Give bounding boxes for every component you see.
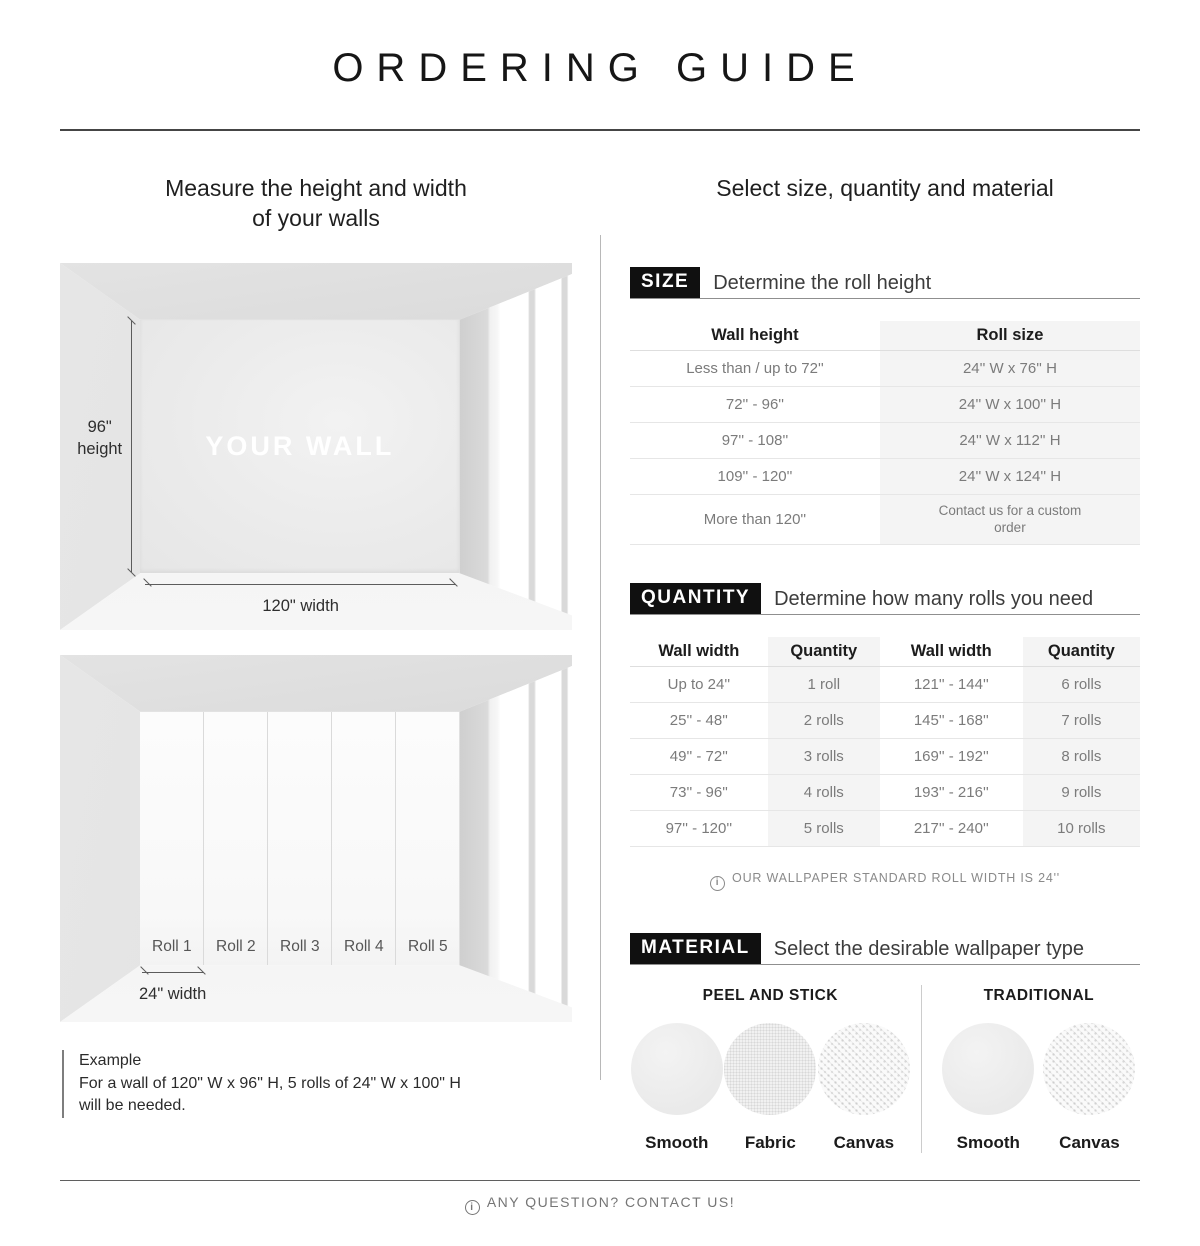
quantity-cell: 10 rolls xyxy=(1023,811,1140,846)
height-value: 96" xyxy=(87,418,112,437)
material-section-title: Select the desirable wallpaper type xyxy=(773,937,1084,960)
wall-width-cell: Up to 24'' xyxy=(667,676,731,693)
swatch-smooth xyxy=(942,1023,1034,1153)
example-block xyxy=(62,1050,572,1118)
quantity-table-row xyxy=(630,739,1140,775)
example-line1: For a wall of 120" W x 96" H, 5 rolls of 24" W x 100" H xyxy=(79,1074,461,1092)
col-header-wall-width-1: Wall width xyxy=(658,642,740,660)
roll-panel-label: Roll 4 xyxy=(344,938,384,956)
col-header-roll-size: Roll size xyxy=(880,321,1140,350)
roll-panel xyxy=(268,712,332,965)
roll-width-dimension-label: 24" width xyxy=(138,984,207,1003)
width-dimension-line xyxy=(145,584,456,585)
col-header-wall-height: Wall height xyxy=(711,326,799,344)
wall-width-cell: 73'' - 96'' xyxy=(669,784,728,801)
wall-width-cell: 49'' - 72'' xyxy=(669,748,728,765)
size-table-row xyxy=(630,459,1140,495)
material-group-peel-and-stick xyxy=(630,983,921,1153)
col-header-wall-width-2: Wall width xyxy=(910,642,992,660)
peel-and-stick-swatches xyxy=(630,1023,911,1153)
traditional-title: TRADITIONAL xyxy=(983,986,1095,1004)
quantity-table-row xyxy=(630,703,1140,739)
wall-height-cell: 97'' - 108'' xyxy=(721,432,789,449)
swatch-fabric xyxy=(724,1023,816,1153)
height-dimension-label xyxy=(68,417,132,460)
material-groups xyxy=(630,983,1140,1153)
wall-width-cell: 121'' - 144'' xyxy=(913,676,989,693)
roll-panel-label: Roll 1 xyxy=(152,938,192,956)
swatch-canvas xyxy=(818,1023,910,1153)
size-table xyxy=(630,321,1140,545)
contact-note xyxy=(0,1194,1200,1216)
quantity-cell: 1 roll xyxy=(768,667,880,702)
roll-size-cell xyxy=(880,495,1140,544)
quantity-section-title: Determine how many rolls you need xyxy=(774,588,1094,610)
smooth-texture-swatch xyxy=(942,1023,1034,1115)
height-word: height xyxy=(77,439,123,458)
size-table-row xyxy=(630,423,1140,459)
roll-size-cell: 24'' W x 112'' H xyxy=(880,423,1140,458)
measure-heading xyxy=(60,173,572,233)
wall-height-cell: More than 120'' xyxy=(703,511,807,528)
roll-panels xyxy=(140,712,459,965)
quantity-cell: 3 rolls xyxy=(768,739,880,774)
wall-width-cell: 169'' - 192'' xyxy=(913,748,989,765)
peel-and-stick-title: PEEL AND STICK xyxy=(702,986,838,1004)
wall-width-cell: 217'' - 240'' xyxy=(913,820,989,837)
quantity-cell: 8 rolls xyxy=(1023,739,1140,774)
swatch-label: Fabric xyxy=(744,1132,796,1152)
width-dimension-label: 120" width xyxy=(262,597,339,616)
room-illustration-your-wall xyxy=(60,263,572,630)
material-section-header xyxy=(630,933,1140,965)
swatch-canvas xyxy=(1043,1023,1135,1153)
roll-panel-label: Roll 5 xyxy=(408,938,448,956)
wall-height-cell: 109'' - 120'' xyxy=(717,468,793,485)
quantity-cell: 5 rolls xyxy=(768,811,880,846)
roll-size-cell: 24'' W x 100'' H xyxy=(880,387,1140,422)
size-section-title: Determine the roll height xyxy=(713,272,932,294)
material-badge: MATERIAL xyxy=(630,933,761,964)
swatch-label: Smooth xyxy=(956,1132,1020,1152)
select-heading: Select size, quantity and material xyxy=(716,175,1054,201)
roll-panel xyxy=(396,712,459,965)
info-icon xyxy=(465,1200,480,1215)
custom-order-text: Contact us for a custom order xyxy=(938,502,1082,535)
swatch-label: Canvas xyxy=(833,1132,895,1152)
measure-column xyxy=(60,131,572,1153)
page-title: ORDERING GUIDE xyxy=(332,46,868,90)
footer-divider xyxy=(60,1180,1140,1181)
roll-panel-label: Roll 2 xyxy=(216,938,256,956)
quantity-cell: 9 rolls xyxy=(1023,775,1140,810)
size-table-row xyxy=(630,351,1140,387)
size-table-row xyxy=(630,387,1140,423)
quantity-cell: 2 rolls xyxy=(768,703,880,738)
column-divider xyxy=(600,235,601,1080)
size-badge: SIZE xyxy=(630,267,700,298)
info-icon xyxy=(710,876,725,891)
size-section-header xyxy=(630,267,1140,299)
roll-panel-label: Roll 3 xyxy=(280,938,320,956)
swatch-smooth xyxy=(631,1023,723,1153)
example-line2: will be needed. xyxy=(79,1097,186,1115)
example-title: Example xyxy=(79,1052,142,1069)
wall-width-cell: 97'' - 120'' xyxy=(665,820,733,837)
quantity-cell: 6 rolls xyxy=(1023,667,1140,702)
wall-height-cell: 72'' - 96'' xyxy=(725,396,785,413)
roll-width-note-text: OUR WALLPAPER STANDARD ROLL WIDTH IS 24'' xyxy=(732,871,1060,885)
fabric-texture-swatch xyxy=(724,1023,816,1115)
canvas-texture-swatch xyxy=(1043,1023,1135,1115)
roll-size-cell: 24'' W x 76'' H xyxy=(880,351,1140,386)
smooth-texture-swatch xyxy=(631,1023,723,1115)
roll-panel xyxy=(204,712,268,965)
swatch-label: Smooth xyxy=(645,1132,709,1152)
swatch-label: Canvas xyxy=(1059,1132,1120,1152)
quantity-cell: 4 rolls xyxy=(768,775,880,810)
quantity-table xyxy=(630,637,1140,847)
col-header-quantity-1: Quantity xyxy=(768,637,880,666)
room1-back-wall xyxy=(140,320,459,573)
wall-width-cell: 145'' - 168'' xyxy=(913,712,989,729)
quantity-badge: QUANTITY xyxy=(630,583,761,614)
select-column xyxy=(630,131,1140,1153)
quantity-table-row xyxy=(630,775,1140,811)
quantity-table-row xyxy=(630,811,1140,847)
roll-width-note xyxy=(630,871,1140,891)
roll-width-dimension-line xyxy=(142,972,203,973)
measure-heading-line2: of your walls xyxy=(252,205,380,231)
quantity-table-row xyxy=(630,667,1140,703)
wall-width-cell: 25'' - 48'' xyxy=(669,712,728,729)
roll-size-cell: 24'' W x 124'' H xyxy=(880,459,1140,494)
roll-panel xyxy=(140,712,204,965)
quantity-table-header xyxy=(630,637,1140,667)
your-wall-label: YOUR WALL xyxy=(205,430,395,461)
measure-heading-line1: Measure the height and width xyxy=(165,175,467,201)
size-table-row xyxy=(630,495,1140,545)
main-columns xyxy=(0,131,1200,1153)
contact-note-text: ANY QUESTION? CONTACT US! xyxy=(486,1193,736,1210)
material-group-traditional xyxy=(922,983,1140,1153)
wall-width-cell: 193'' - 216'' xyxy=(913,784,989,801)
quantity-cell: 7 rolls xyxy=(1023,703,1140,738)
roll-panel xyxy=(332,712,396,965)
size-table-header xyxy=(630,321,1140,351)
canvas-texture-swatch xyxy=(818,1023,910,1115)
traditional-swatches xyxy=(938,1023,1140,1153)
wall-height-cell: Less than / up to 72'' xyxy=(686,360,824,377)
col-header-quantity-2: Quantity xyxy=(1023,637,1140,666)
room-illustration-rolls xyxy=(60,655,572,1022)
quantity-section-header xyxy=(630,583,1140,615)
